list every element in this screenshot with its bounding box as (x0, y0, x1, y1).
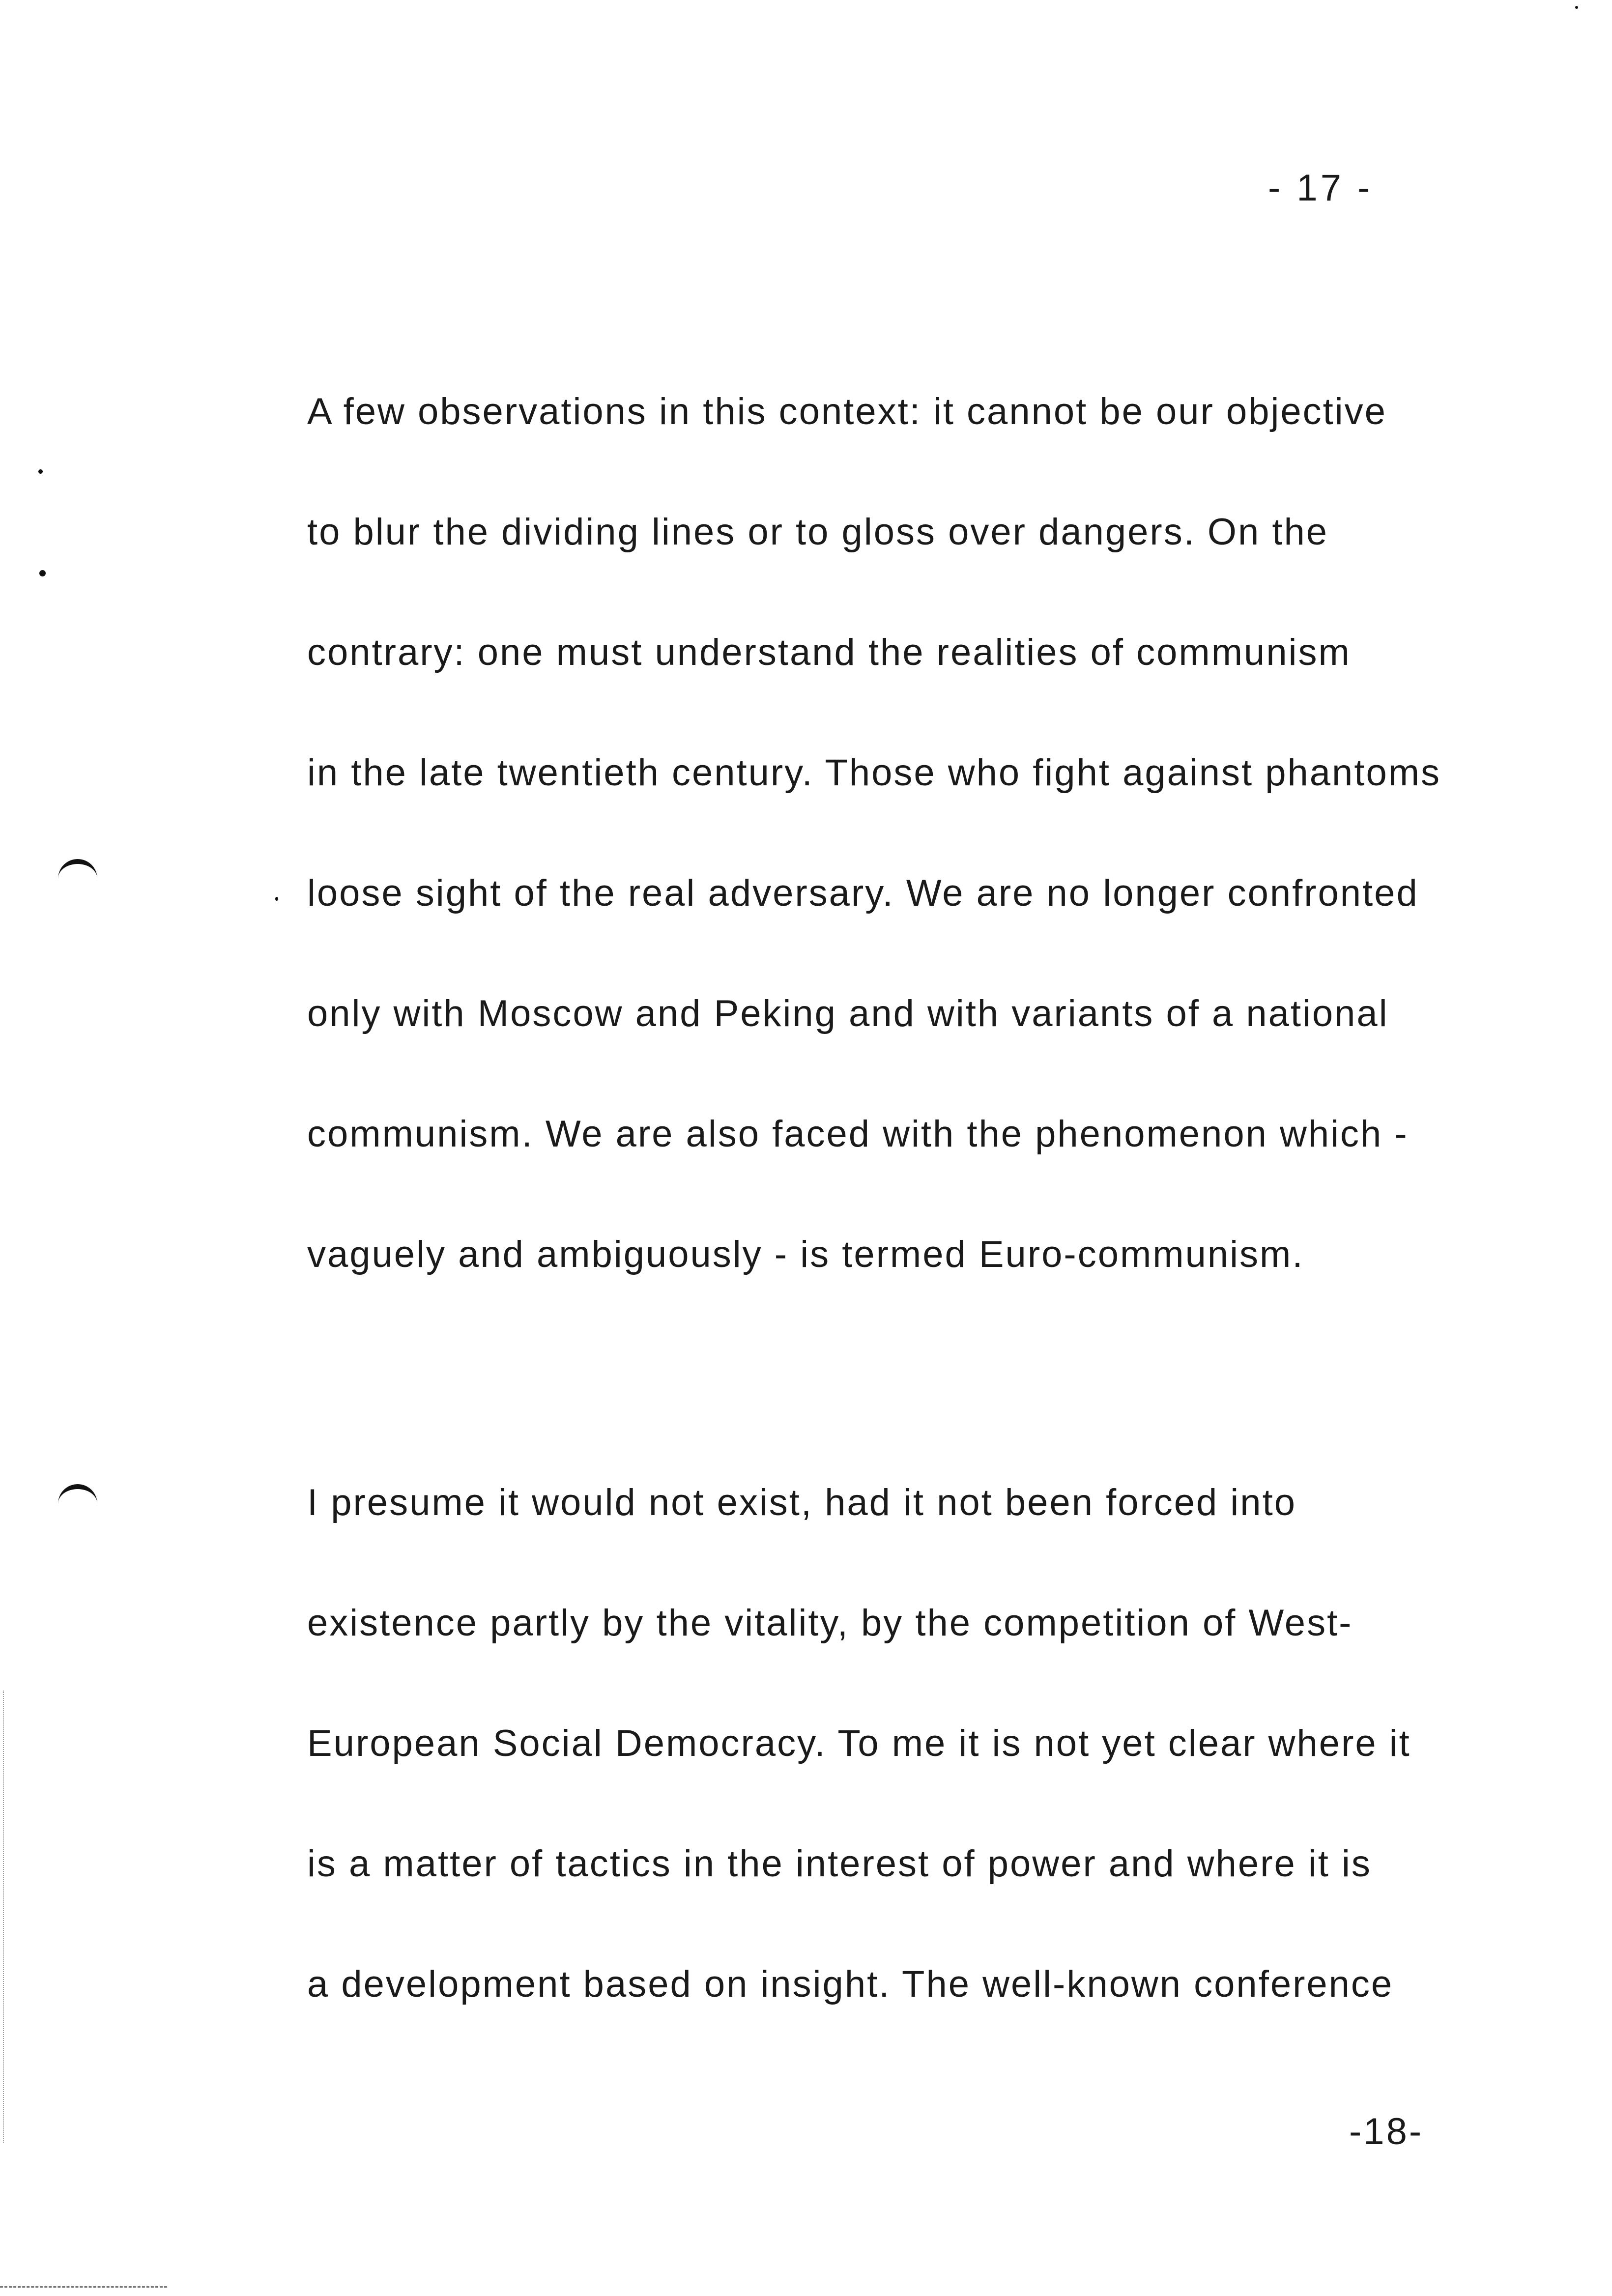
next-page-marker: -18- (1349, 2111, 1424, 2152)
text-line: communism. We are also faced with the phenomenon which - (307, 1113, 1409, 1155)
scan-speck (1575, 6, 1578, 9)
scan-speck (38, 469, 43, 474)
scan-speck (39, 570, 46, 576)
scan-edge-bottom (0, 2286, 167, 2290)
text-line: to blur the dividing lines or to gloss over dangers. On the (307, 511, 1329, 553)
text-line: A few observations in this context: it cannot be our objective (307, 391, 1387, 432)
text-line: only with Moscow and Peking and with variants of a national (307, 993, 1389, 1034)
text-line: a development based on insight. The well-known conference (307, 1963, 1394, 2005)
scan-edge-left (3, 1691, 5, 2143)
scan-speck (275, 897, 278, 901)
text-line: I presume it would not exist, had it not been forced into (307, 1482, 1296, 1523)
scan-arc-mark (58, 1484, 97, 1509)
text-line: loose sight of the real adversary. We are no longer confronted (307, 872, 1419, 914)
text-line: contrary: one must understand the realities of communism (307, 631, 1351, 673)
page-number: - 17 - (1268, 167, 1373, 209)
text-line: is a matter of tactics in the interest of power and where it is (307, 1843, 1372, 1885)
text-line: existence partly by the vitality, by the competition of West- (307, 1602, 1353, 1644)
text-line: vaguely and ambiguously - is termed Euro-communism. (307, 1234, 1304, 1275)
scan-arc-mark (58, 859, 97, 884)
text-line: European Social Democracy. To me it is not yet clear where it (307, 1722, 1411, 1764)
text-line: in the late twentieth century. Those who fight against phantoms (307, 752, 1441, 794)
